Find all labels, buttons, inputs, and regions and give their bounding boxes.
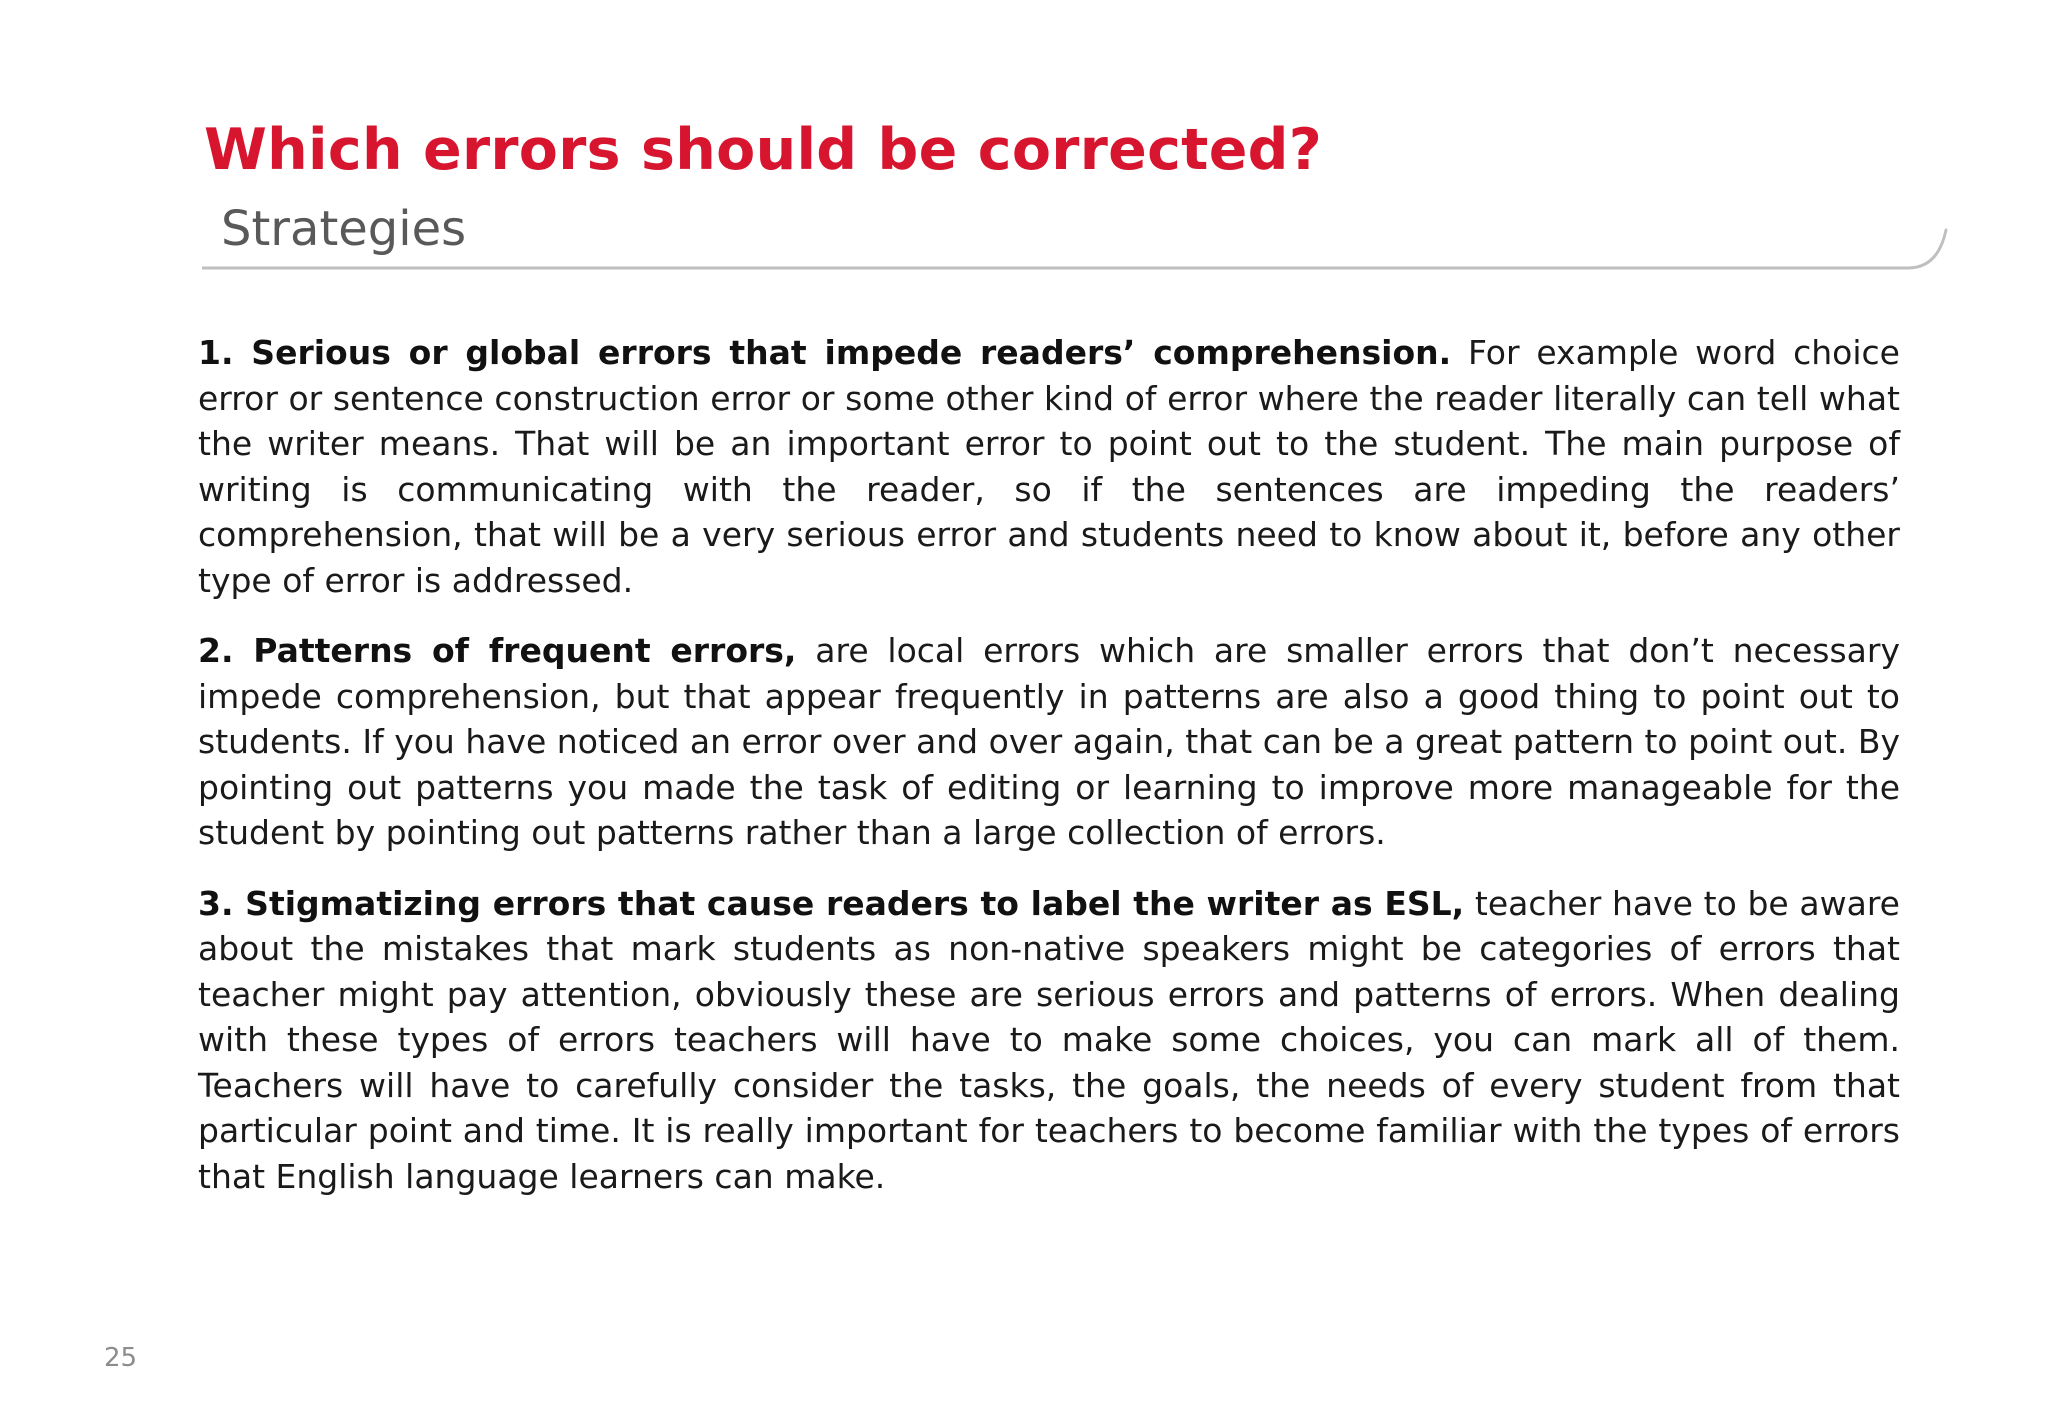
title-underline-rule [202, 226, 1948, 270]
paragraph-lead: 1. Serious or global errors that impede readers’ comprehension. [198, 333, 1452, 372]
paragraph-body: teacher have to be aware about the mistakes that mark students as non-native speakers might be categories of errors that teacher might pay attention, obviously these are serious errors and patterns of errors. When dealing with these types of errors teachers will have to make some choices, you can mark all of them. Teachers will have to carefully consider the tasks, the goals, the needs of every student from that particular point and time. It is really important for teachers to become familiar with the types of errors that English language learners can make. [198, 883, 1900, 1196]
paragraph-lead: 2. Patterns of frequent errors, [198, 631, 797, 670]
paragraph-serious-errors [198, 330, 1900, 603]
slide-subtitle: Strategies [221, 201, 467, 257]
page-number: 25 [104, 1343, 138, 1373]
body-text [198, 330, 1900, 1224]
paragraph-body: are local errors which are smaller errors that don’t necessary impede comprehension, but that appear frequently in patterns are also a good thing to point out to students. If you have noticed an error over and over again, that can be a great pattern to point out. By pointing out patterns you made the task of editing or learning to improve more manageable for the student by pointing out patterns rather than a large collection of errors. [198, 631, 1900, 852]
paragraph-stigmatizing-errors [198, 881, 1900, 1200]
slide-title: Which errors should be corrected? [204, 117, 1323, 183]
title-underline-path [202, 230, 1946, 268]
paragraph-frequent-errors [198, 628, 1900, 856]
paragraph-body: For example word choice error or sentence construction error or some other kind of error where the reader literally can tell what the writer means. That will be an important error to point out to the student. The main purpose of writing is communicating with the reader, so if the sentences are impeding the readers’ comprehension, that will be a very serious error and students need to know about it, before any other type of error is addressed. [198, 333, 1900, 600]
paragraph-lead: 3. Stigmatizing errors that cause readers to label the writer as ESL, [198, 883, 1465, 923]
